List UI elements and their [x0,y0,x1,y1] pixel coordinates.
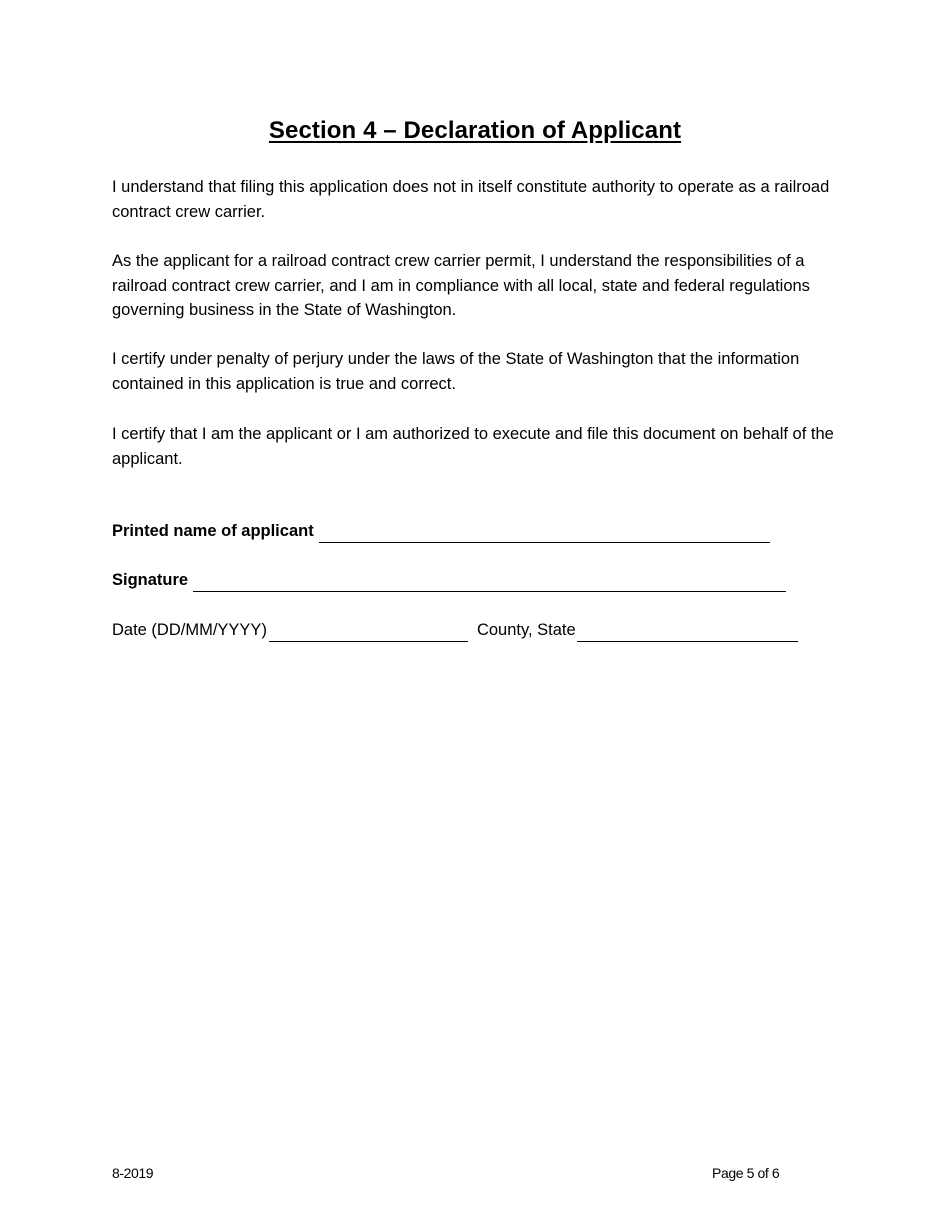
printed-name-label: Printed name of applicant [112,522,314,540]
date-blank[interactable] [269,623,468,642]
footer-page-number: Page 5 of 6 [712,1165,780,1181]
printed-name-field-row [112,519,770,543]
date-label: Date (DD/MM/YYYY) [112,621,267,639]
paragraph-authorization: I certify that I am the applicant or I am authorized to execute and file this document on behalf of the applicant. [112,425,834,468]
paragraph-perjury: I certify under penalty of perjury under the laws of the State of Washington that the information contained in this application is true and correct. [112,350,800,393]
county-state-label: County, State [476,621,576,639]
signature-label: Signature [112,571,189,589]
footer-revision: 8-2019 [112,1165,154,1181]
section-title: Section 4 – Declaration of Applicant [268,117,682,144]
signature-field-row [112,568,786,592]
printed-name-blank[interactable] [319,524,770,543]
signature-blank[interactable] [193,573,786,592]
paragraph-authority: I understand that filing this application does not in itself constitute authority to operate as a railroad contract crew carrier. [112,178,830,221]
date-county-field-row [112,618,798,642]
county-state-blank[interactable] [577,623,798,642]
paragraph-responsibilities: As the applicant for a railroad contract crew carrier permit, I understand the responsibilities of a railroad contract crew carrier, and I am in compliance with all local, state and federal regulations governing business in the State of Washington. [112,252,810,319]
